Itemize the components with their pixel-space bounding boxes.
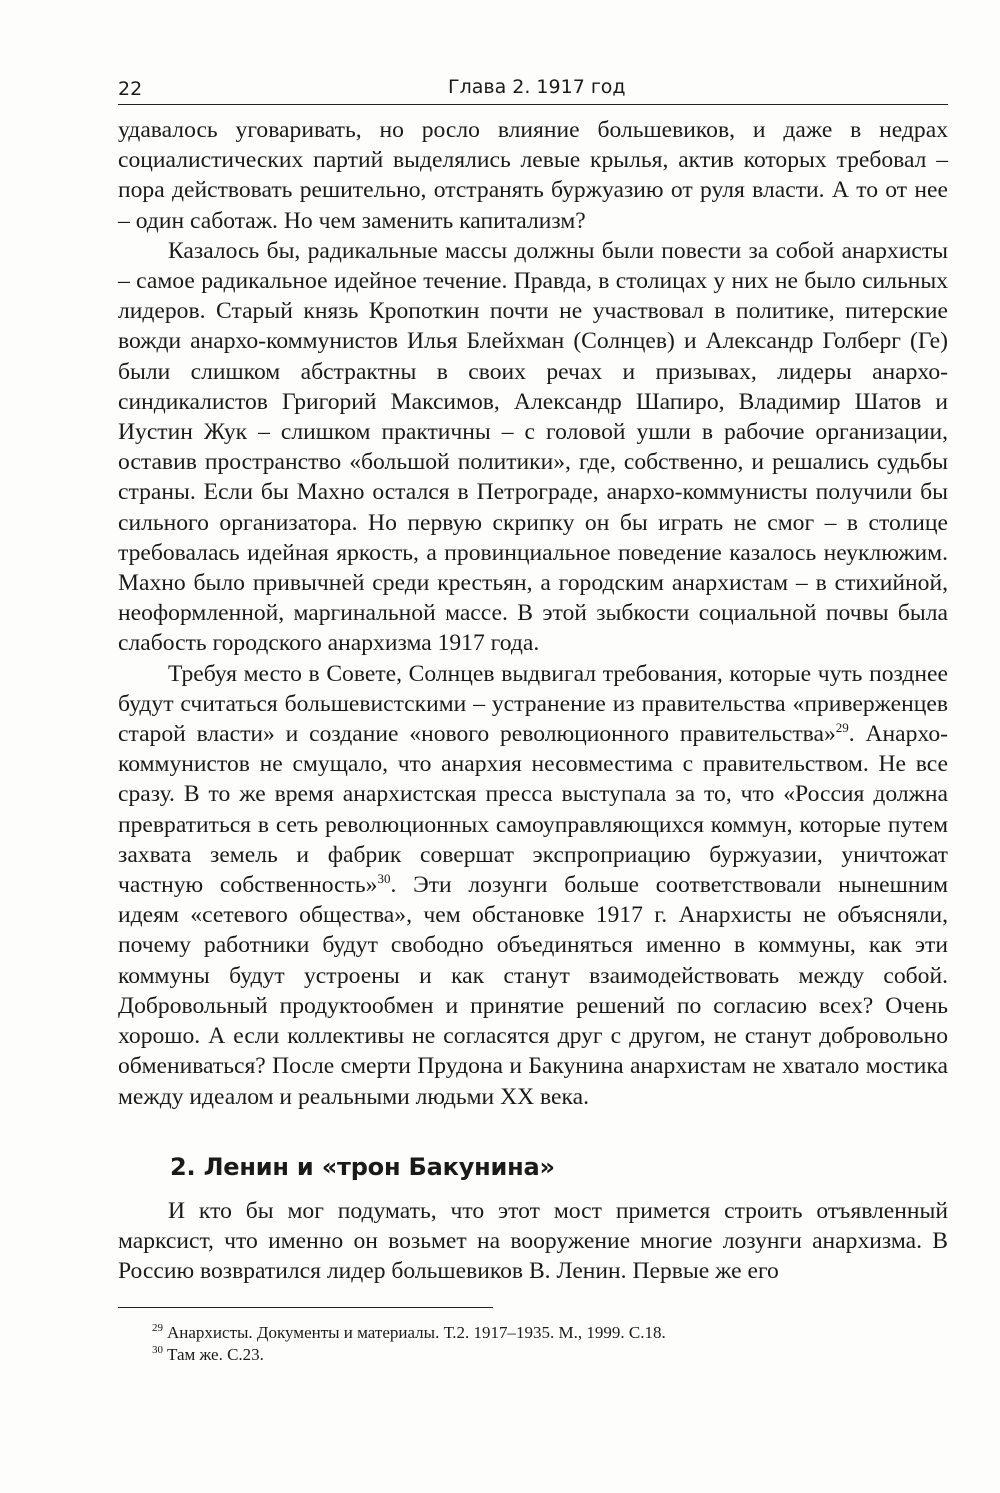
footnote-ref-29[interactable]: 29 <box>835 720 849 736</box>
paragraph-1: удавалось уговаривать, но росло влияние большевиков, и даже в недрах социалистических партий выделялись левые крылья, актив которых требовал – пора действовать решительно, отстранять буржуазию от руля власти. А то от нее – один саботаж. Но чем заменить капитализм? <box>118 117 948 234</box>
footnote-number: 30 <box>152 1343 163 1356</box>
body-text <box>118 115 948 1287</box>
footnotes <box>118 1322 948 1366</box>
page-header <box>118 70 948 105</box>
paragraph-3-part-a: Требуя место в Совете, Солнцев выдвигал требования, которые чуть позднее будут считаться большевистскими – устранение из правительства «приверженцев старой власти» и создание «нового революционного правительства» <box>118 660 948 748</box>
section-heading: 2. Ленин и «трон Бакунина» <box>170 1152 555 1181</box>
paragraph-4: И кто бы мог подумать, что этот мост примется строить отъявленный марксист, что именно он возьмет на вооружение многие лозунги анархизма. В Россию возвратился лидер большевиков В. Ленин. Первые же его <box>118 1197 948 1285</box>
footnote-text: Там же. С.23. <box>167 1344 264 1364</box>
footnote-number: 29 <box>152 1321 163 1334</box>
running-title: Глава 2. 1917 год <box>448 76 626 98</box>
footnote-30 <box>152 1344 948 1366</box>
footnote-divider <box>118 1307 493 1308</box>
paragraph-3-part-c: . Эти лозунги больше соответствовали нынешним идеям «сетевого общества», чем обстановке 1917 г. Анархисты не объясняли, почему работники будут свободно объединяться именно в коммуны, как эти коммуны будут устроены и как станут взаимодействовать между собой. Добровольный продуктообмен и принятие решений по согласию всех? Очень хорошо. А если коллективы не согласятся друг с другом, не станут добровольно обмениваться? После смерти Прудона и Бакунина анархистам не хватало мостика между идеалом и реальными людьми XX века. <box>118 872 948 1110</box>
footnote-ref-30[interactable]: 30 <box>377 871 391 887</box>
paragraph-3 <box>118 659 948 1112</box>
book-page <box>118 70 948 1366</box>
page-number: 22 <box>118 78 143 100</box>
footnote-text: Анархисты. Документы и материалы. Т.2. 1917–1935. М., 1999. С.18. <box>167 1322 666 1342</box>
paragraph-3-part-b: . Анархо-коммунистов не смущало, что анархия несовместима с правительством. Не все сразу. В то же время анархистская пресса выступала за то, что «Россия должна превратиться в сеть революционных самоуправляющихся коммун, которые путем захвата земель и фабрик совершат экспроприацию буржуазии, уничтожат частную собственность» <box>118 721 948 899</box>
paragraph-2: Казалось бы, радикальные массы должны были повести за собой анархисты – самое радикальное идейное течение. Правда, в столицах у них не было сильных лидеров. Старый князь Кропоткин почти не участвовал в политике, питерские вожди анархо-коммунистов Илья Блейхман (Солнцев) и Александр Голберг (Ге) были слишком абстрактны в своих речах и призывах, лидеры анархо-синдикалистов Григорий Максимов, Александр Шапиро, Владимир Шатов и Иустин Жук – слишком практичны – с головой ушли в рабочие организации, оставив пространство «большой политики», где, собственно, и решались судьбы страны. Если бы Махно остался в Петрограде, анархо-коммунисты получили бы сильного организатора. Но первую скрипку он бы играть не смог – в столице требовалась идейная яркость, а провинциальное поведение казалось неуклюжим. Махно было привычней среди крестьян, а городским анархистам – в стихийной, неоформленной, маргинальной массе. В этой зыбкости социальной почвы была слабость городского анархизма 1917 года. <box>118 237 948 657</box>
footnote-29 <box>152 1322 948 1344</box>
